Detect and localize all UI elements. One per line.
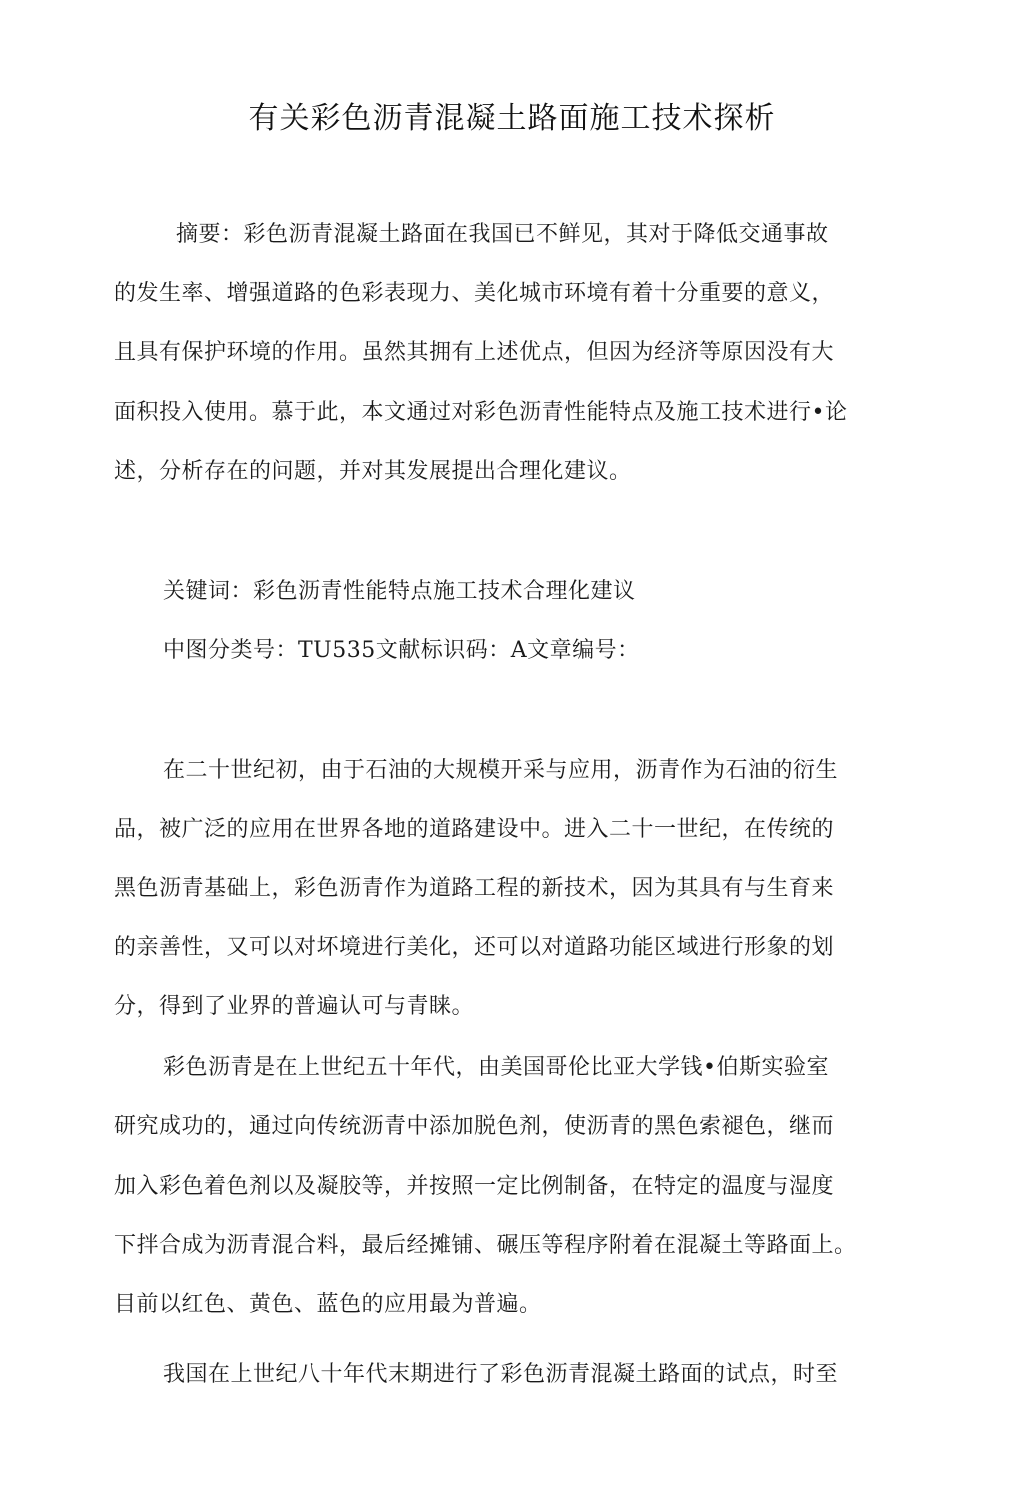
paragraph-line: 黑色沥青基础上，彩色沥青作为道路工程的新技术，因为其具有与生育来 [114,876,835,901]
paragraph-line: 下拌合成为沥青混合料，最后经摊铺、碾压等程序附着在混凝土等路面上。 [114,1233,857,1258]
paragraph-line: 彩色沥青是在上世纪五十年代，由美国哥伦比亚大学钱•伯斯实验室 [163,1055,829,1080]
abstract-line: 述，分析存在的问题，并对其发展提出合理化建议。 [114,459,632,484]
classification-line: 中图分类号：TU535文献标识码：A文章编号： [163,638,640,663]
abstract-line: 的发生率、增强道路的色彩表现力、美化城市环境有着十分重要的意义， [114,281,835,306]
document-title: 有关彩色沥青混凝土路面施工技术探析 [248,101,776,136]
abstract-line: 摘要：彩色沥青混凝土路面在我国已不鲜见，其对于降低交通事故 [176,222,829,247]
abstract-line: 且具有保护环境的作用。虽然其拥有上述优点，但因为经济等原因没有大 [114,340,835,365]
paragraph-line: 研究成功的，通过向传统沥青中添加脱色剂，使沥青的黑色索褪色，继而 [114,1114,835,1139]
paragraph-line: 在二十世纪初，由于石油的大规模开采与应用，沥青作为石油的衍生 [163,758,839,783]
paragraph-line: 的亲善性，又可以对坏境进行美化，还可以对道路功能区域进行形象的划 [114,935,835,960]
abstract-line: 面积投入使用。慕于此，本文通过对彩色沥青性能特点及施工技术进行•论 [114,400,848,425]
paragraph-line: 目前以红色、黄色、蓝色的应用最为普遍。 [114,1292,542,1317]
paragraph-line: 分，得到了业界的普遍认可与青睐。 [114,994,475,1019]
paragraph-line: 我国在上世纪八十年代末期进行了彩色沥青混凝土路面的试点，时至 [163,1362,839,1387]
paragraph-line: 品，被广泛的应用在世界各地的道路建设中。进入二十一世纪，在传统的 [114,817,835,842]
paragraph-line: 加入彩色着色剂以及凝胶等，并按照一定比例制备，在特定的温度与湿度 [114,1174,835,1199]
keywords-line: 关键词：彩色沥青性能特点施工技术合理化建议 [163,579,636,604]
